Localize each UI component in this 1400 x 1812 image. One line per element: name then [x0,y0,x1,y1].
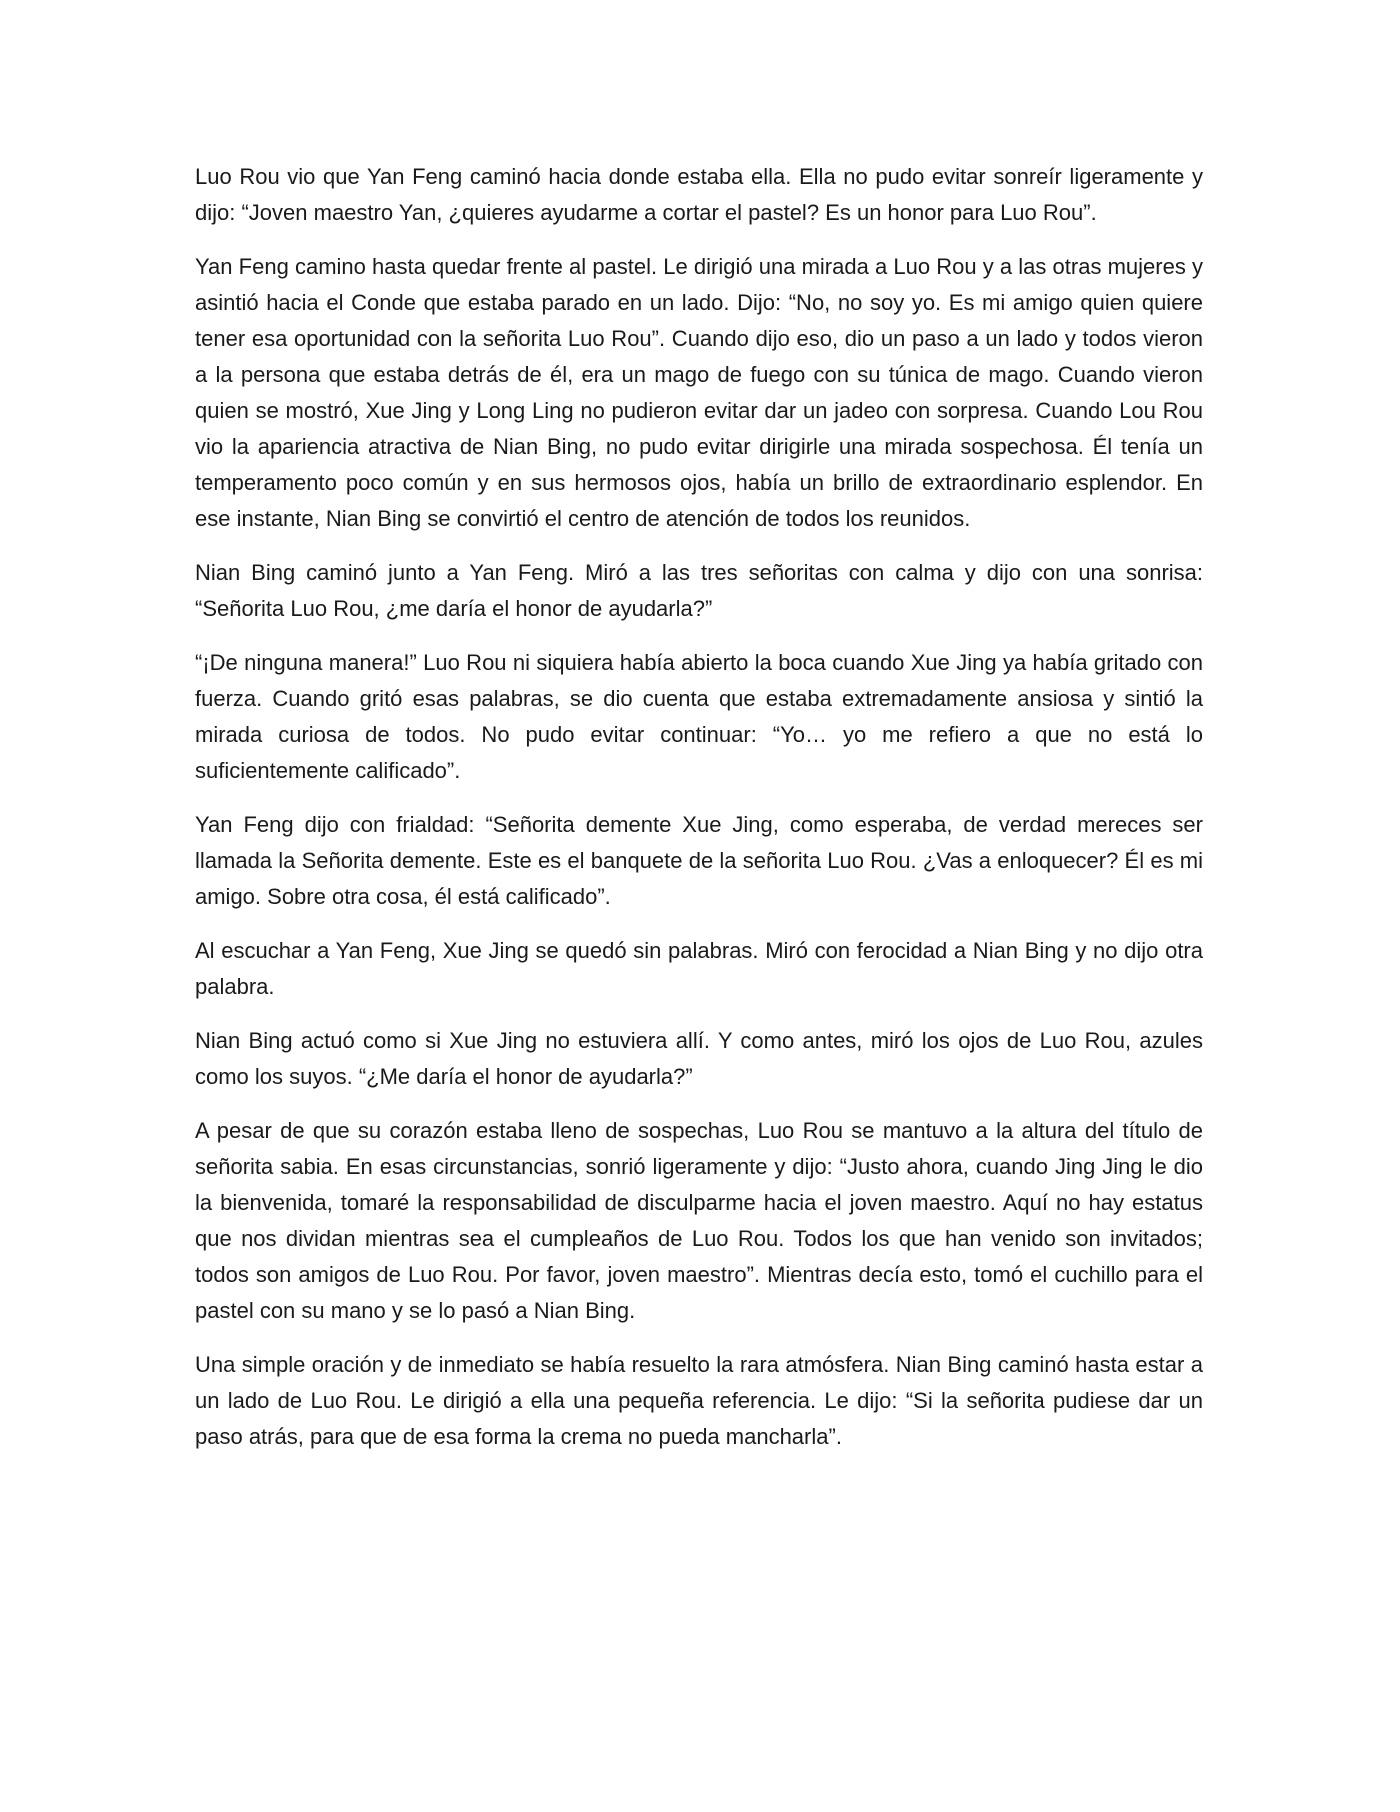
paragraph-7: Nian Bing actuó como si Xue Jing no estuviera allí. Y como antes, miró los ojos de Luo Rou, azules como los suyos. “¿Me daría el honor de ayudarla?” [195,1028,1203,1089]
paragraph-8: A pesar de que su corazón estaba lleno de sospechas, Luo Rou se mantuvo a la altura del título de señorita sabia. En esas circunstancias, sonrió ligeramente y dijo: “Justo ahora, cuando Jing Jing le dio la bienvenida, tomaré la responsabilidad de disculparme hacia el joven maestro. Aquí no hay estatus que nos dividan mientras sea el cumpleaños de Luo Rou. Todos los que han venido son invitados; todos son amigos de Luo Rou. Por favor, joven maestro”. Mientras decía esto, tomó el cuchillo para el pastel con su mano y se lo pasó a Nian Bing. [195,1118,1203,1323]
paragraph-1: Luo Rou vio que Yan Feng caminó hacia donde estaba ella. Ella no pudo evitar sonreír ligeramente y dijo: “Joven maestro Yan, ¿quieres ayudarme a cortar el pastel? Es un honor para Luo Rou”. [195,164,1203,225]
paragraph-3: Nian Bing caminó junto a Yan Feng. Miró a las tres señoritas con calma y dijo con una sonrisa: “Señorita Luo Rou, ¿me daría el honor de ayudarla?” [195,560,1203,621]
paragraph-9: Una simple oración y de inmediato se había resuelto la rara atmósfera. Nian Bing caminó hasta estar a un lado de Luo Rou. Le dirigió a ella una pequeña referencia. Le dijo: “Si la señorita pudiese dar un paso atrás, para que de esa forma la crema no pueda mancharla”. [195,1352,1203,1449]
paragraph-4: “¡De ninguna manera!” Luo Rou ni siquiera había abierto la boca cuando Xue Jing ya había gritado con fuerza. Cuando gritó esas palabras, se dio cuenta que estaba extremadamente ansiosa y sintió la mirada curiosa de todos. No pudo evitar continuar: “Yo… yo me refiero a que no está lo suficientemente calificado”. [195,650,1203,783]
paragraph-5: Yan Feng dijo con frialdad: “Señorita demente Xue Jing, como esperaba, de verdad mereces ser llamada la Señorita demente. Este es el banquete de la señorita Luo Rou. ¿Vas a enloquecer? Él es mi amigo. Sobre otra cosa, él está calificado”. [195,812,1203,909]
paragraph-6: Al escuchar a Yan Feng, Xue Jing se quedó sin palabras. Miró con ferocidad a Nian Bing y no dijo otra palabra. [195,938,1203,999]
paragraph-2: Yan Feng camino hasta quedar frente al pastel. Le dirigió una mirada a Luo Rou y a las otras mujeres y asintió hacia el Conde que estaba parado en un lado. Dijo: “No, no soy yo. Es mi amigo quien quiere tener esa oportunidad con la señorita Luo Rou”. Cuando dijo eso, dio un paso a un lado y todos vieron a la persona que estaba detrás de él, era un mago de fuego con su túnica de mago. Cuando vieron quien se mostró, Xue Jing y Long Ling no pudieron evitar dar un jadeo con sorpresa. Cuando Lou Rou vio la apariencia atractiva de Nian Bing, no pudo evitar dirigirle una mirada sospechosa. Él tenía un temperamento poco común y en sus hermosos ojos, había un brillo de extraordinario esplendor. En ese instante, Nian Bing se convirtió el centro de atención de todos los reunidos. [195,254,1203,531]
